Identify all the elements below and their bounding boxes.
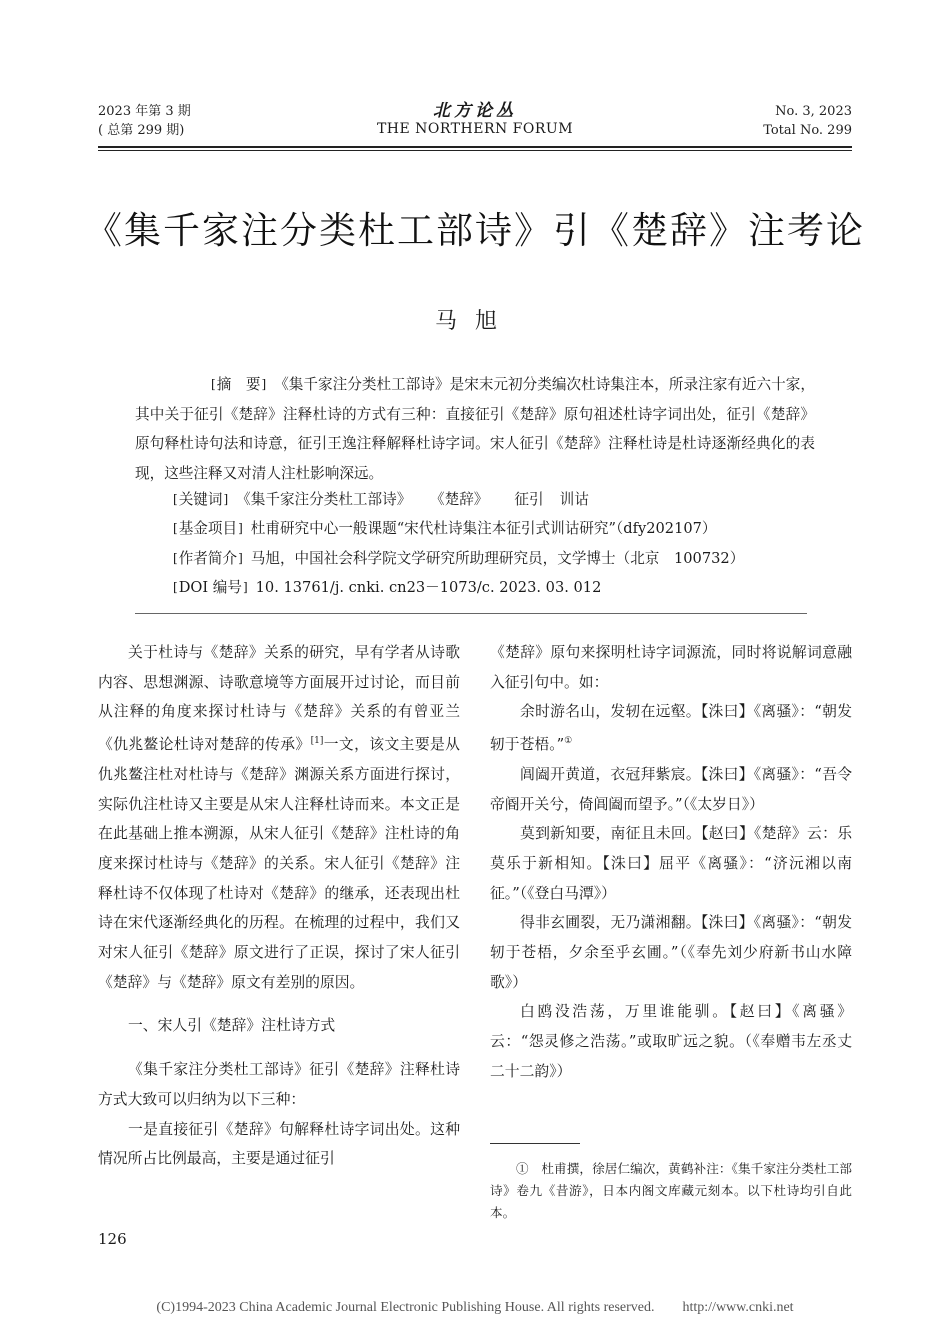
abstract-separator (135, 613, 807, 614)
fund-info (173, 518, 717, 539)
keywords-label: [ 关键词 ] (173, 489, 228, 510)
body-paragraph: 《楚辞》原句来探明杜诗字词源流，同时将说解词意融入征引句中。如： (490, 644, 852, 691)
abstract-text: 《集千家注分类杜工部诗》是宋末元初分类编次杜诗集注本，所录注家有近六十家，其中关于征引《楚辞》注释杜诗的方式有三种：直接征引《楚辞》原句祖述杜诗字词出处，征引《楚辞》原句释杜诗句法和诗意，征引王逸注释解释杜诗字词。宋人征引《楚辞》注释杜诗是杜诗逐渐经典化的表现，这些注释又对清人注杜影响深远。 (135, 376, 815, 482)
doi-info (173, 577, 601, 598)
section-heading: 一、宋人引《楚辞》注杜诗方式 (128, 1017, 336, 1035)
keyword: 《集千家注分类杜工部诗》 (236, 491, 412, 508)
issue-left: 2023 年第 3 期 (98, 104, 191, 119)
footnote-rule (490, 1143, 580, 1144)
example-quote: 阊阖开黄道，衣冠拜紫宸。【洙曰】《离骚》：“吾令帝阍开关兮，倚阊阖而望予。”（《太岁日》） (490, 765, 852, 813)
article-title: 《集千家注分类杜工部诗》引《楚辞》注考论 (85, 209, 865, 252)
total-issue-right: Total No. 299 (763, 123, 852, 138)
author-bio (173, 548, 744, 569)
abstract-label: [ 摘 要 ] (173, 370, 266, 400)
example-quote: 得非玄圃裂，无乃潇湘翻。【洙曰】《离骚》：“朝发轫于苍梧，夕余至乎玄圃。”（《奉先刘少府新书山水障歌》） (490, 914, 852, 991)
keyword: 《楚辞》 (437, 491, 489, 508)
abstract (135, 370, 815, 488)
footnote-marker: ① (564, 736, 573, 747)
left-column (98, 638, 460, 1174)
fund-label: [ 基金项目 ] (173, 518, 243, 539)
fund-text: 杜甫研究中心一般课题“宋代杜诗集注本征引式训诂研究”（dfy202107） (250, 520, 717, 537)
body-paragraph: 关于杜诗与《楚辞》关系的研究，早有学者从诗歌内容、思想渊源、诗歌意境等方面展开过讨论，而目前从注释的角度来探讨杜诗与《楚辞》关系的有曾亚兰《仇兆鳌论杜诗对楚辞的传承》[1]一文，该文主要是从仇兆鳌注杜对杜诗与《楚辞》渊源关系方面进行探讨，实际仇注杜诗又主要是从宋人注释杜诗而来。本文正是在此基础上推本溯源，从宋人征引《楚辞》注杜诗的角度来探讨杜诗与《楚辞》的关系。宋人征引《楚辞》注释杜诗不仅体现了杜诗对《楚辞》的继承，还表现出杜诗在宋代逐渐经典化的历程。在梳理的过程中，我们又对宋人征引《楚辞》原文进行了正误，探讨了宋人征引《楚辞》与《楚辞》原文有差别的原因。 (98, 644, 460, 991)
keyword: 训诂 (559, 491, 589, 508)
header-rule-thick (98, 146, 852, 148)
body-paragraph: 《集千家注分类杜工部诗》征引《楚辞》注释杜诗方式大致可以归纳为以下三种： (98, 1061, 460, 1108)
body-paragraph: 一是直接征引《楚辞》句解释杜诗字词出处。这种情况所占比例最高，主要是通过征引 (98, 1120, 460, 1168)
journal-name-en: THE NORTHERN FORUM (376, 121, 574, 137)
example-quote: 白鸥没浩荡，万里谁能驯。【赵曰】《离骚》云：“怨灵修之浩荡。”或取旷远之貌。（《奉赠韦左丞丈二十二韵》） (490, 1003, 852, 1080)
doi-text: 10. 13761/j. cnki. cn23－1073/c. 2023. 03. 012 (255, 579, 602, 596)
page-number: 126 (98, 1230, 127, 1248)
journal-logo-cn: 北方论丛 (433, 101, 517, 121)
keywords (173, 489, 589, 510)
copyright-notice: (C)1994-2023 China Academic Journal Electronic Publishing House. All rights reserved. http://www.cnki.net (156, 1300, 794, 1315)
header-rule-thin (98, 150, 852, 151)
citation-ref: [1] (310, 736, 324, 747)
total-issue-left: ( 总第 299 期) (98, 123, 185, 138)
doi-label: [ DOI 编号 ] (173, 577, 248, 598)
issue-right: No. 3, 2023 (775, 104, 852, 119)
bio-text: 马旭，中国社会科学院文学研究所助理研究员，文学博士（北京 100732） (250, 550, 745, 567)
keyword: 征引 (514, 491, 544, 508)
example-quote: 莫到新知要，南征且未回。【赵曰】《楚辞》云：乐莫乐于新相知。【洙曰】屈平《离骚》：“济沅湘以南征。”（《登白马潭》） (490, 825, 852, 902)
author-name: 马旭 (434, 309, 515, 334)
right-column (490, 638, 852, 1087)
footnote: ① 杜甫撰，徐居仁编次，黄鹤补注：《集千家注分类杜工部诗》卷九《昔游》，日本内阁文库藏元刻本。以下杜诗均引自此本。 (490, 1161, 852, 1220)
bio-label: [ 作者简介 ] (173, 548, 243, 569)
example-quote: 余时游名山，发轫在远壑。【洙曰】《离骚》：“朝发轫于苍梧。”① (490, 703, 852, 754)
